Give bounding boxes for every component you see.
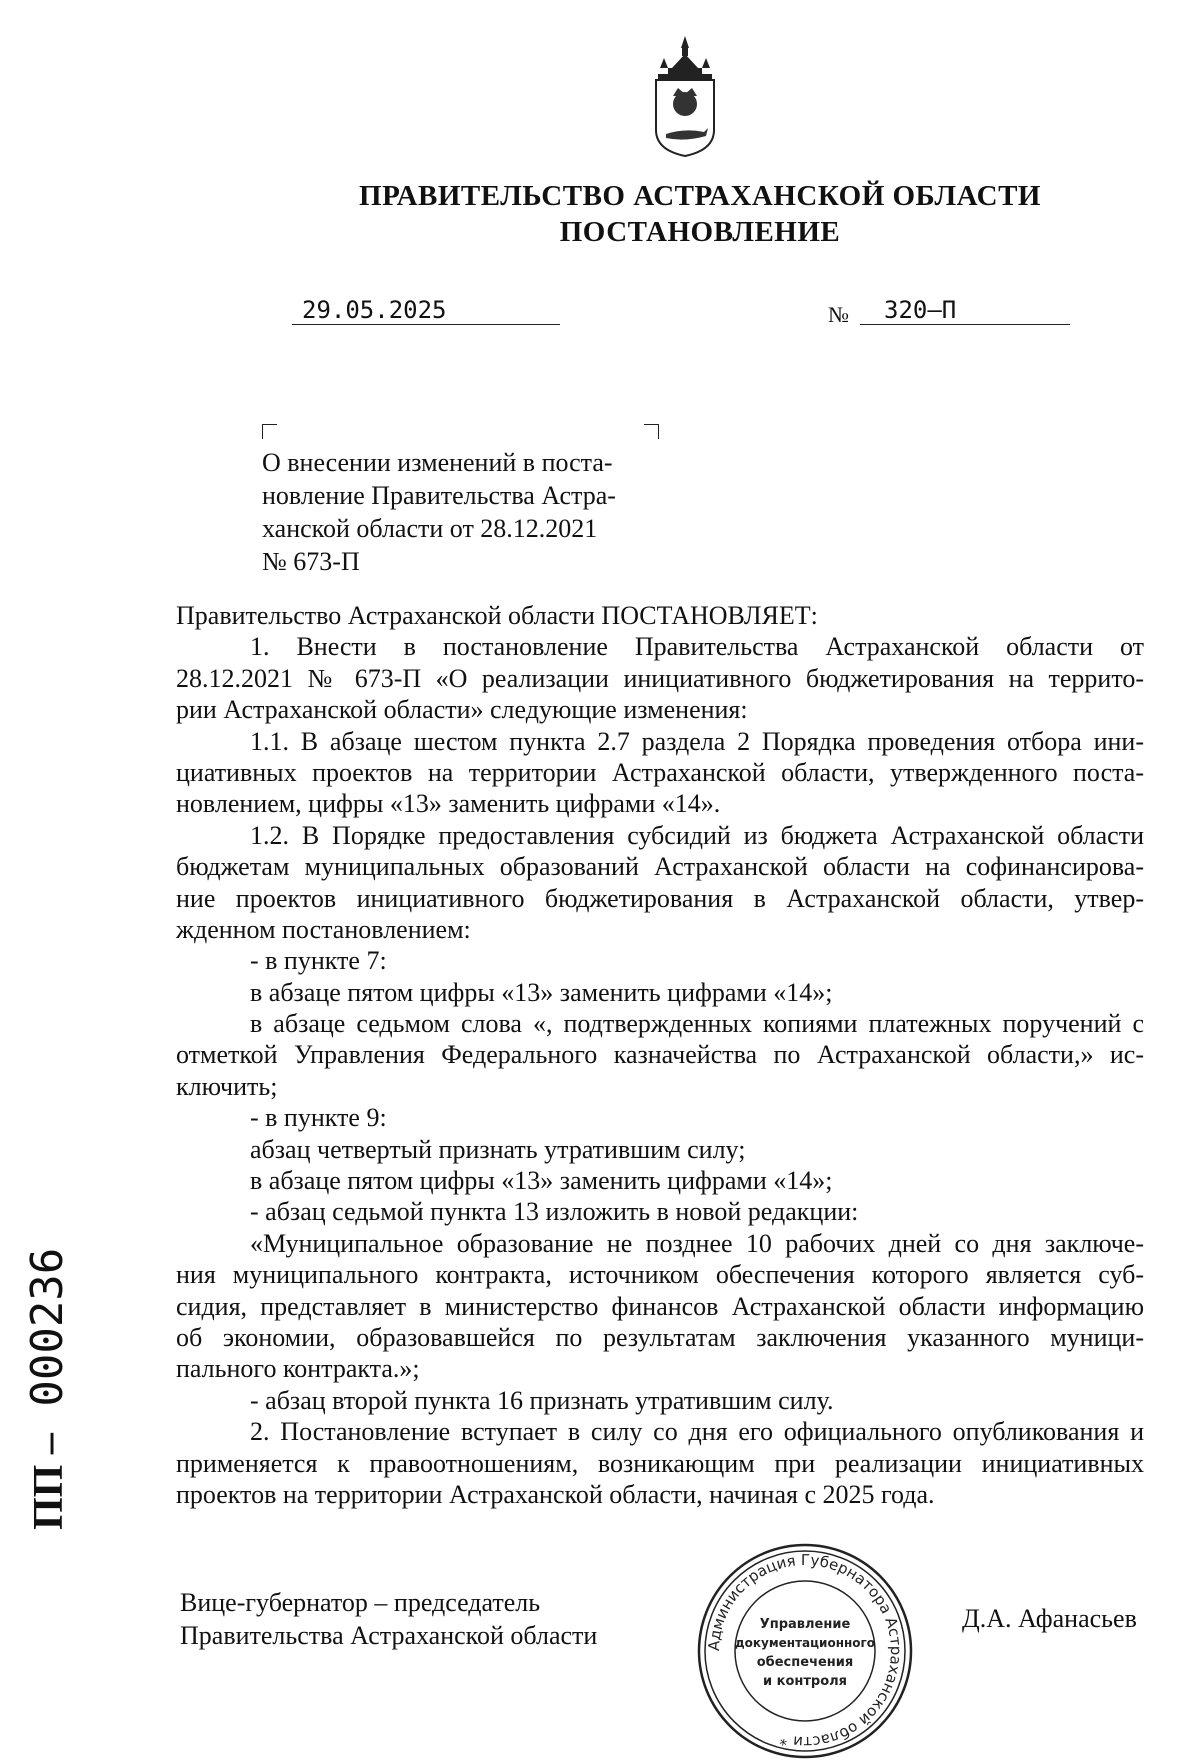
seal-center-line: Управление — [759, 1617, 851, 1632]
body-line: в абзаце пятом цифры «13» заменить цифрами «14»; — [250, 1166, 833, 1196]
body-line: - в пункте 9: — [250, 1103, 387, 1133]
seal-center-line: обеспечения — [756, 1655, 854, 1670]
title-line: № 673-П — [262, 547, 360, 576]
coat-of-arms-icon — [648, 34, 722, 158]
body-line: ключить; — [176, 1071, 278, 1101]
body-line: - абзац второй пункта 16 признать утратившим силу. — [250, 1385, 834, 1415]
document-title — [262, 446, 642, 578]
title-line: О внесении изменений в поста- — [262, 448, 613, 477]
body-line: 28.12.2021 № 673-П «О реализации инициативного бюджетирования на террито- — [176, 663, 1144, 693]
title-bracket-right — [644, 424, 659, 439]
document-type-heading: ПОСТАНОВЛЕНИЕ — [559, 216, 841, 248]
body-line: абзац четвертый признать утратившим силу; — [250, 1134, 746, 1164]
body-line: сидия, представляет в министерство финансов Астраханской области информацию — [176, 1291, 1144, 1321]
document-number: 320–П — [860, 296, 1070, 325]
document-body — [176, 600, 1144, 1510]
number-label: № — [828, 302, 849, 327]
body-line: 1. Внести в постановление Правительства Астраханской области от — [250, 632, 1144, 662]
margin-code-prefix: ПП – — [26, 1433, 72, 1530]
body-line: ния муниципального контракта, источником обеспечения которого является суб- — [176, 1260, 1144, 1290]
title-line: новление Правительства Астра- — [262, 481, 616, 510]
signatory-position — [180, 1586, 597, 1652]
body-line: Правительство Астраханской области ПОСТАНОВЛЯЕТ: — [176, 601, 818, 630]
body-line: ние проектов инициативного бюджетирования в Астраханской области, утвер- — [176, 883, 1144, 913]
body-line: рии Астраханской области» следующие изменения: — [176, 695, 748, 725]
title-bracket-left — [262, 424, 277, 439]
body-line: в абзаце седьмом слова «, подтвержденных копиями платежных поручений с — [250, 1009, 1144, 1039]
body-line: 2. Постановление вступает в силу со дня его официального опубликования и — [250, 1417, 1144, 1447]
margin-code-number: 000236 — [22, 1247, 73, 1407]
seal-center-line: документационного — [734, 1636, 876, 1650]
body-line: применяется к правоотношениям, возникающим при реализации инициативных — [176, 1448, 1144, 1478]
body-line: 1.2. В Порядке предоставления субсидий из бюджета Астраханской области — [250, 820, 1144, 850]
body-line: жденном постановлением: — [176, 914, 471, 944]
body-line: отметкой Управления Федерального казначейства по Астраханской области,» ис- — [176, 1040, 1144, 1070]
signatory-position-line: Вице-губернатор – председатель — [180, 1588, 541, 1617]
body-line: циативных проектов на территории Астраханской области, утвержденного поста- — [176, 757, 1144, 787]
body-line: новлением, цифры «13» заменить цифрами «14». — [176, 789, 721, 819]
body-line: 1.1. В абзаце шестом пункта 2.7 раздела 2 Порядка проведения отбора ини- — [250, 726, 1144, 756]
margin-registration-code — [22, 1247, 82, 1530]
body-line: - в пункте 7: — [250, 946, 387, 976]
body-line: об экономии, образовавшейся по результатам заключения указанного муници- — [176, 1322, 1144, 1352]
official-seal — [694, 1540, 916, 1762]
seal-ring-text: Администрация Губернатора Астраханской области * — [704, 1550, 906, 1752]
seal-center-line: и контроля — [762, 1674, 848, 1689]
document-date: 29.05.2025 — [292, 296, 560, 325]
body-line: «Муниципальное образование не позднее 10 рабочих дней со дня заключе- — [250, 1228, 1144, 1258]
title-line: ханской области от 28.12.2021 — [262, 514, 598, 543]
body-line: - абзац седьмой пункта 13 изложить в новой редакции: — [250, 1197, 859, 1227]
organization-heading: ПРАВИТЕЛЬСТВО АСТРАХАНСКОЙ ОБЛАСТИ — [359, 180, 1041, 212]
body-line: бюджетам муниципальных образований Астраханской области на софинансирова- — [176, 852, 1144, 882]
body-line: пального контракта.»; — [176, 1354, 420, 1384]
signatory-position-line: Правительства Астраханской области — [180, 1621, 598, 1650]
body-line: в абзаце пятом цифры «13» заменить цифрами «14»; — [250, 977, 833, 1007]
signatory-name: Д.А. Афанасьев — [962, 1604, 1137, 1633]
body-line: проектов на территории Астраханской области, начиная с 2025 года. — [176, 1479, 935, 1509]
